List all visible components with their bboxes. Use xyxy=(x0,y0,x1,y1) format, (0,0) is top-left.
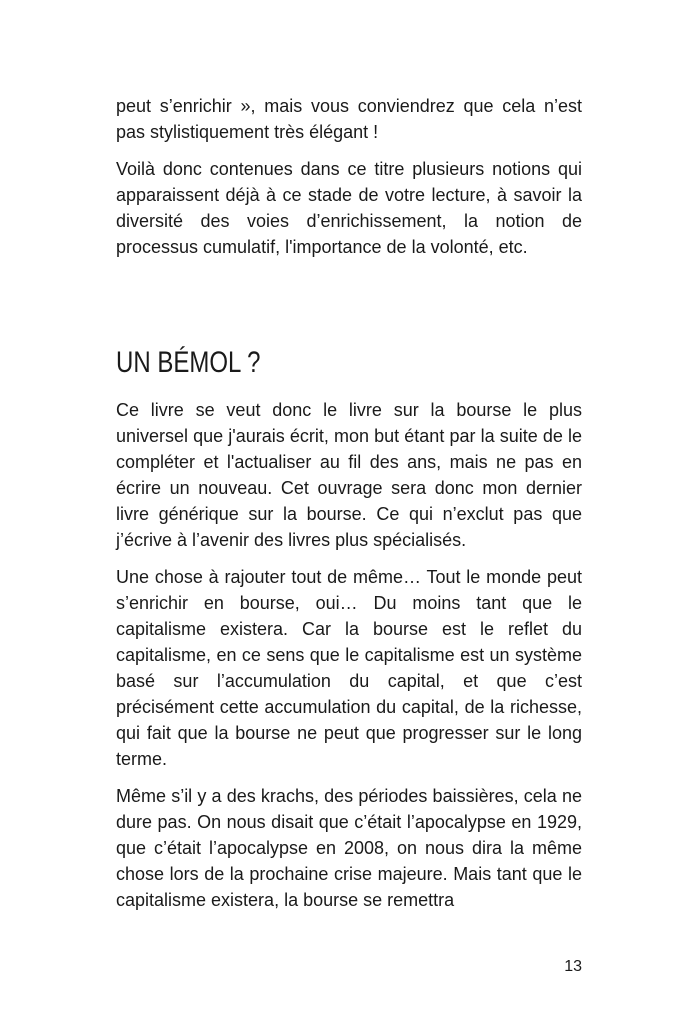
paragraph: Même s’il y a des krachs, des périodes baissières, cela ne dure pas. On nous disait que c’était l’apocalypse en 1929, que c’était l’apocalypse en 2008, on nous dira la même chose lors de la prochaine crise majeure. Mais tant que le capitalisme existera, la bourse se remettra xyxy=(116,786,582,910)
paragraph: peut s’enrichir », mais vous conviendrez que cela n’est pas stylistiquement très élégant ! xyxy=(116,96,582,142)
paragraph: Une chose à rajouter tout de même… Tout le monde peut s’enrichir en bourse, oui… Du moins tant que le capitalisme existera. Car la bourse est le reflet du capitalisme, en ce sens que le capitalisme est un système basé sur l’accumulation du capital, et que c’est précisément cette accumulation du capital, de la richesse, qui fait que la bourse ne peut que progresser sur le long terme. xyxy=(116,567,582,769)
intro-text xyxy=(116,93,582,271)
paragraph: Ce livre se veut donc le livre sur la bourse le plus universel que j'aurais écrit, mon but étant par la suite de le compléter et l'actualiser au fil des ans, mais ne pas en écrire un nouveau. Cet ouvrage sera donc mon dernier livre générique sur la bourse. Ce qui n’exclut pas que j’écrive à l’avenir des livres plus spécialisés. xyxy=(116,400,582,550)
page-number: 13 xyxy=(564,958,582,975)
paragraph: Voilà donc contenues dans ce titre plusieurs notions qui apparaissent déjà à ce stade de votre lecture, à savoir la diversité des voies d’enrichissement, la notion de processus cumulatif, l'importance de la volonté, etc. xyxy=(116,159,582,257)
section-text xyxy=(116,397,582,924)
section-heading: UN BÉMOL ? xyxy=(116,346,261,379)
